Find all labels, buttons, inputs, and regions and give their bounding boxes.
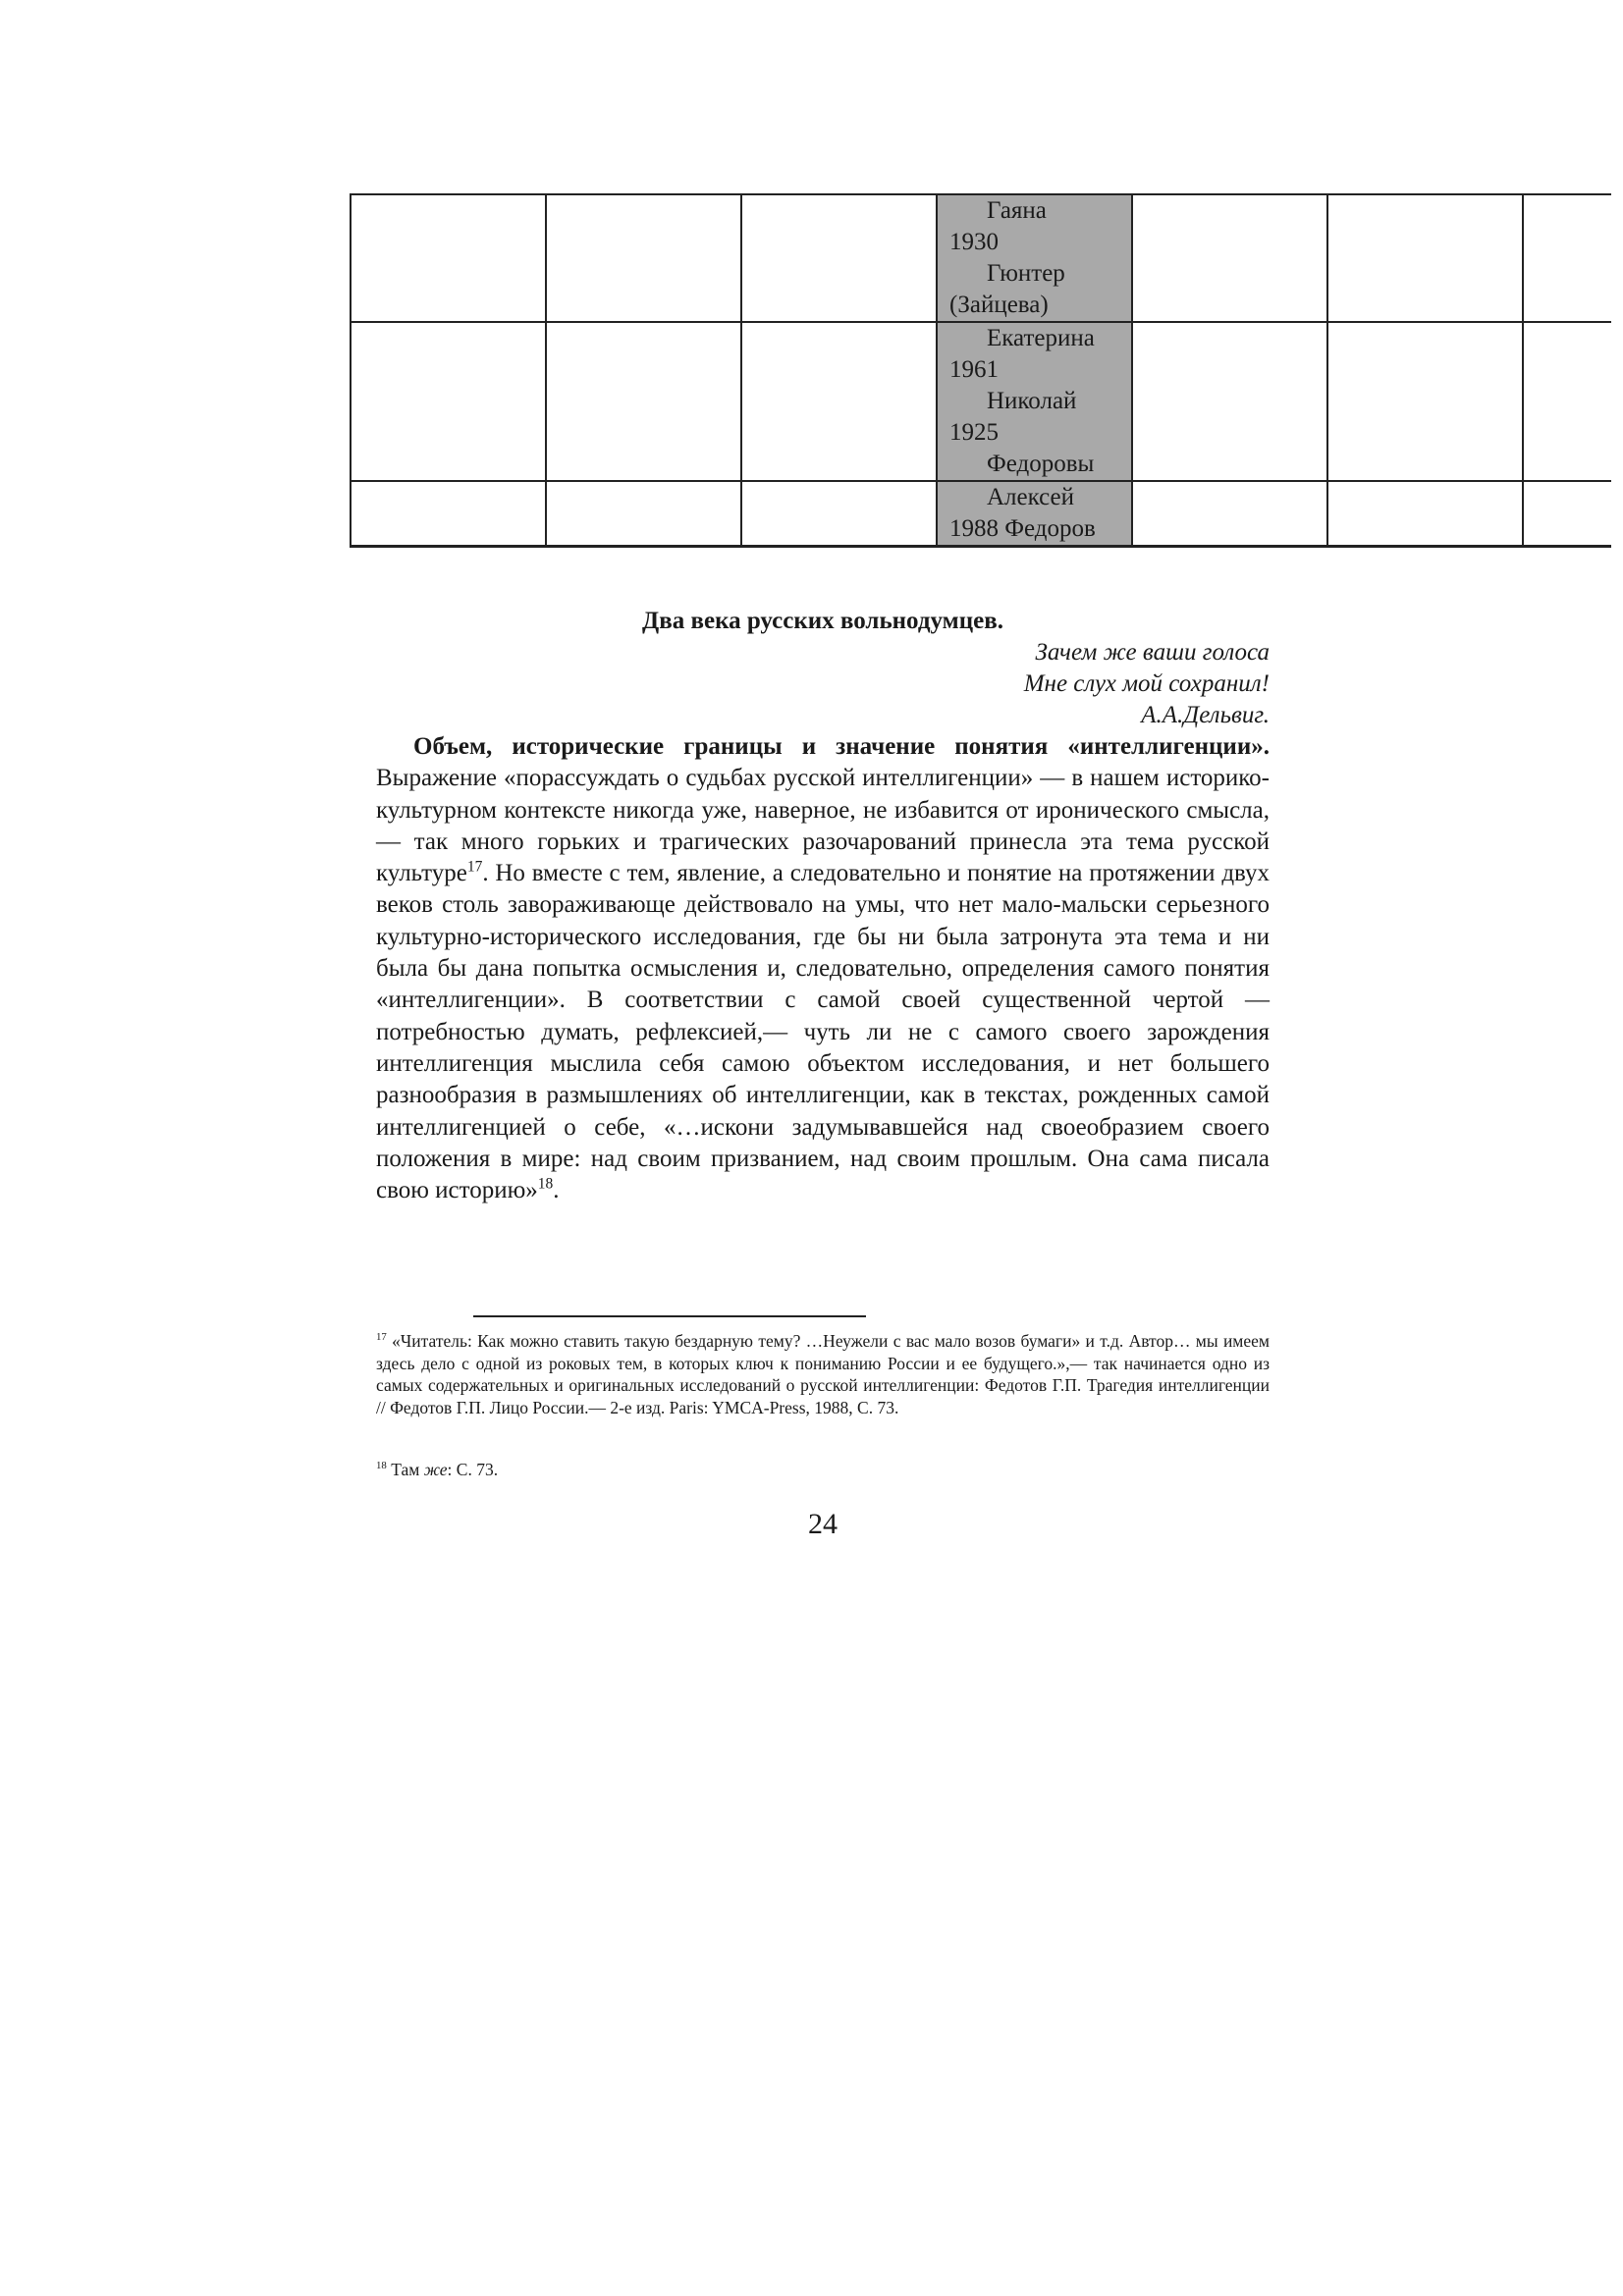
epigraph-author: А.А.Дельвиг. [1141, 702, 1270, 728]
cell-text: Николай [987, 388, 1077, 414]
footnote-text: : С. 73. [447, 1460, 499, 1479]
body-paragraph [376, 731, 1270, 1206]
table-cell [741, 194, 937, 322]
shaded-name-cell [937, 322, 1132, 481]
table-cell [351, 481, 546, 547]
shaded-name-cell [937, 481, 1132, 547]
cell-text: Екатерина [987, 325, 1095, 351]
table-cell [1523, 194, 1611, 322]
cell-text: 1988 Федоров [949, 515, 1096, 542]
cell-text: 1930 [949, 229, 999, 255]
cell-text: Гюнтер [987, 260, 1065, 287]
section-heading: Два века русских вольнодумцев. [642, 608, 1003, 634]
epigraph-line: Мне слух мой сохранил! [1023, 670, 1270, 697]
cell-text: Гаяна [987, 197, 1047, 224]
table-cell [1327, 322, 1523, 481]
footnote-number: 18 [376, 1460, 387, 1472]
cell-text: 1961 [949, 356, 999, 383]
paragraph-text: Выражение «порассуждать о судьбах русской интеллигенции» — в нашем историко-культурном контексте никогда уже, наверное, не избавится от иронического смысла,— так много горьких и трагических разочарований принесла эта тема русской культуре [376, 765, 1270, 887]
footnote-text: Там [386, 1460, 424, 1479]
table-cell [741, 481, 937, 547]
page-number: 24 [808, 1508, 838, 1540]
epigraph-line: Зачем же ваши голоса [1035, 639, 1270, 666]
table-cell [1523, 481, 1611, 547]
table-cell [351, 194, 546, 322]
table-cell [1132, 194, 1327, 322]
table-row [351, 481, 1611, 547]
table-cell [546, 322, 741, 481]
genealogy-table [350, 193, 1611, 548]
paragraph-text: . [553, 1177, 560, 1204]
table-cell [1327, 194, 1523, 322]
table-cell [546, 481, 741, 547]
footnote-ref: 17 [466, 858, 483, 876]
cell-text: Алексей [987, 484, 1075, 510]
cell-text: Федоровы [987, 451, 1095, 477]
footnote [376, 1330, 1270, 1418]
paragraph-text: . Но вместе с тем, явление, а следовательно и понятие на протяжении двух веков столь завораживающе действовало на умы, что нет мало-мальски серьезного культурно-исторического исследования, где бы ни была затронута эта тема и ни была бы дана попытка осмысления и, следовательно, определения самого понятия «интеллигенции». В соответствии с самой своей существенной чертой — потребностью думать, рефлексией,— чуть ли не с самого своего зарождения интеллигенция мыслила себя самою объектом исследования, и нет большего разнообразия в размышлениях об интеллигенции, как в текстах, рожденных самой интеллигенцией о себе, «…искони задумывавшейся над своеобразием своего положения в мире: над своим призванием, над своим прошлым. Она сама писала свою историю» [376, 860, 1270, 1204]
epigraph [376, 637, 1270, 731]
table-cell [1132, 481, 1327, 547]
footnote [376, 1459, 1270, 1481]
table-cell [1132, 322, 1327, 481]
table-cell [546, 194, 741, 322]
cell-text: 1925 [949, 419, 999, 446]
footnote-text: «Читатель: Как можно ставить такую бездарную тему? …Неужели с вас мало возов бумаги» и т.д. Автор… мы имеем здесь дело с одной из роковых тем, в которых ключ к пониманию России и ее будущего.»,— так начинается одно из самых содержательных и оригинальных исследований о русской интеллигенции: Федотов Г.П. Трагедия интеллигенции // Федотов Г.П. Лицо России.— 2-е изд. Paris: YMCA-Press, 1988, С. 73. [376, 1331, 1270, 1417]
table-row [351, 194, 1611, 322]
cell-text: (Зайцева) [949, 292, 1049, 318]
footnote-number: 17 [376, 1331, 387, 1344]
table-cell [741, 322, 937, 481]
table-cell [1523, 322, 1611, 481]
table-cell [1327, 481, 1523, 547]
table-cell [351, 322, 546, 481]
footnote-separator [473, 1315, 866, 1317]
footnote-text-italic: же [423, 1460, 448, 1479]
paragraph-lead: Объем, исторические границы и значение понятия «интеллигенции». [413, 733, 1270, 760]
footnote-ref: 18 [537, 1175, 554, 1193]
shaded-name-cell [937, 194, 1132, 322]
table-row [351, 322, 1611, 481]
